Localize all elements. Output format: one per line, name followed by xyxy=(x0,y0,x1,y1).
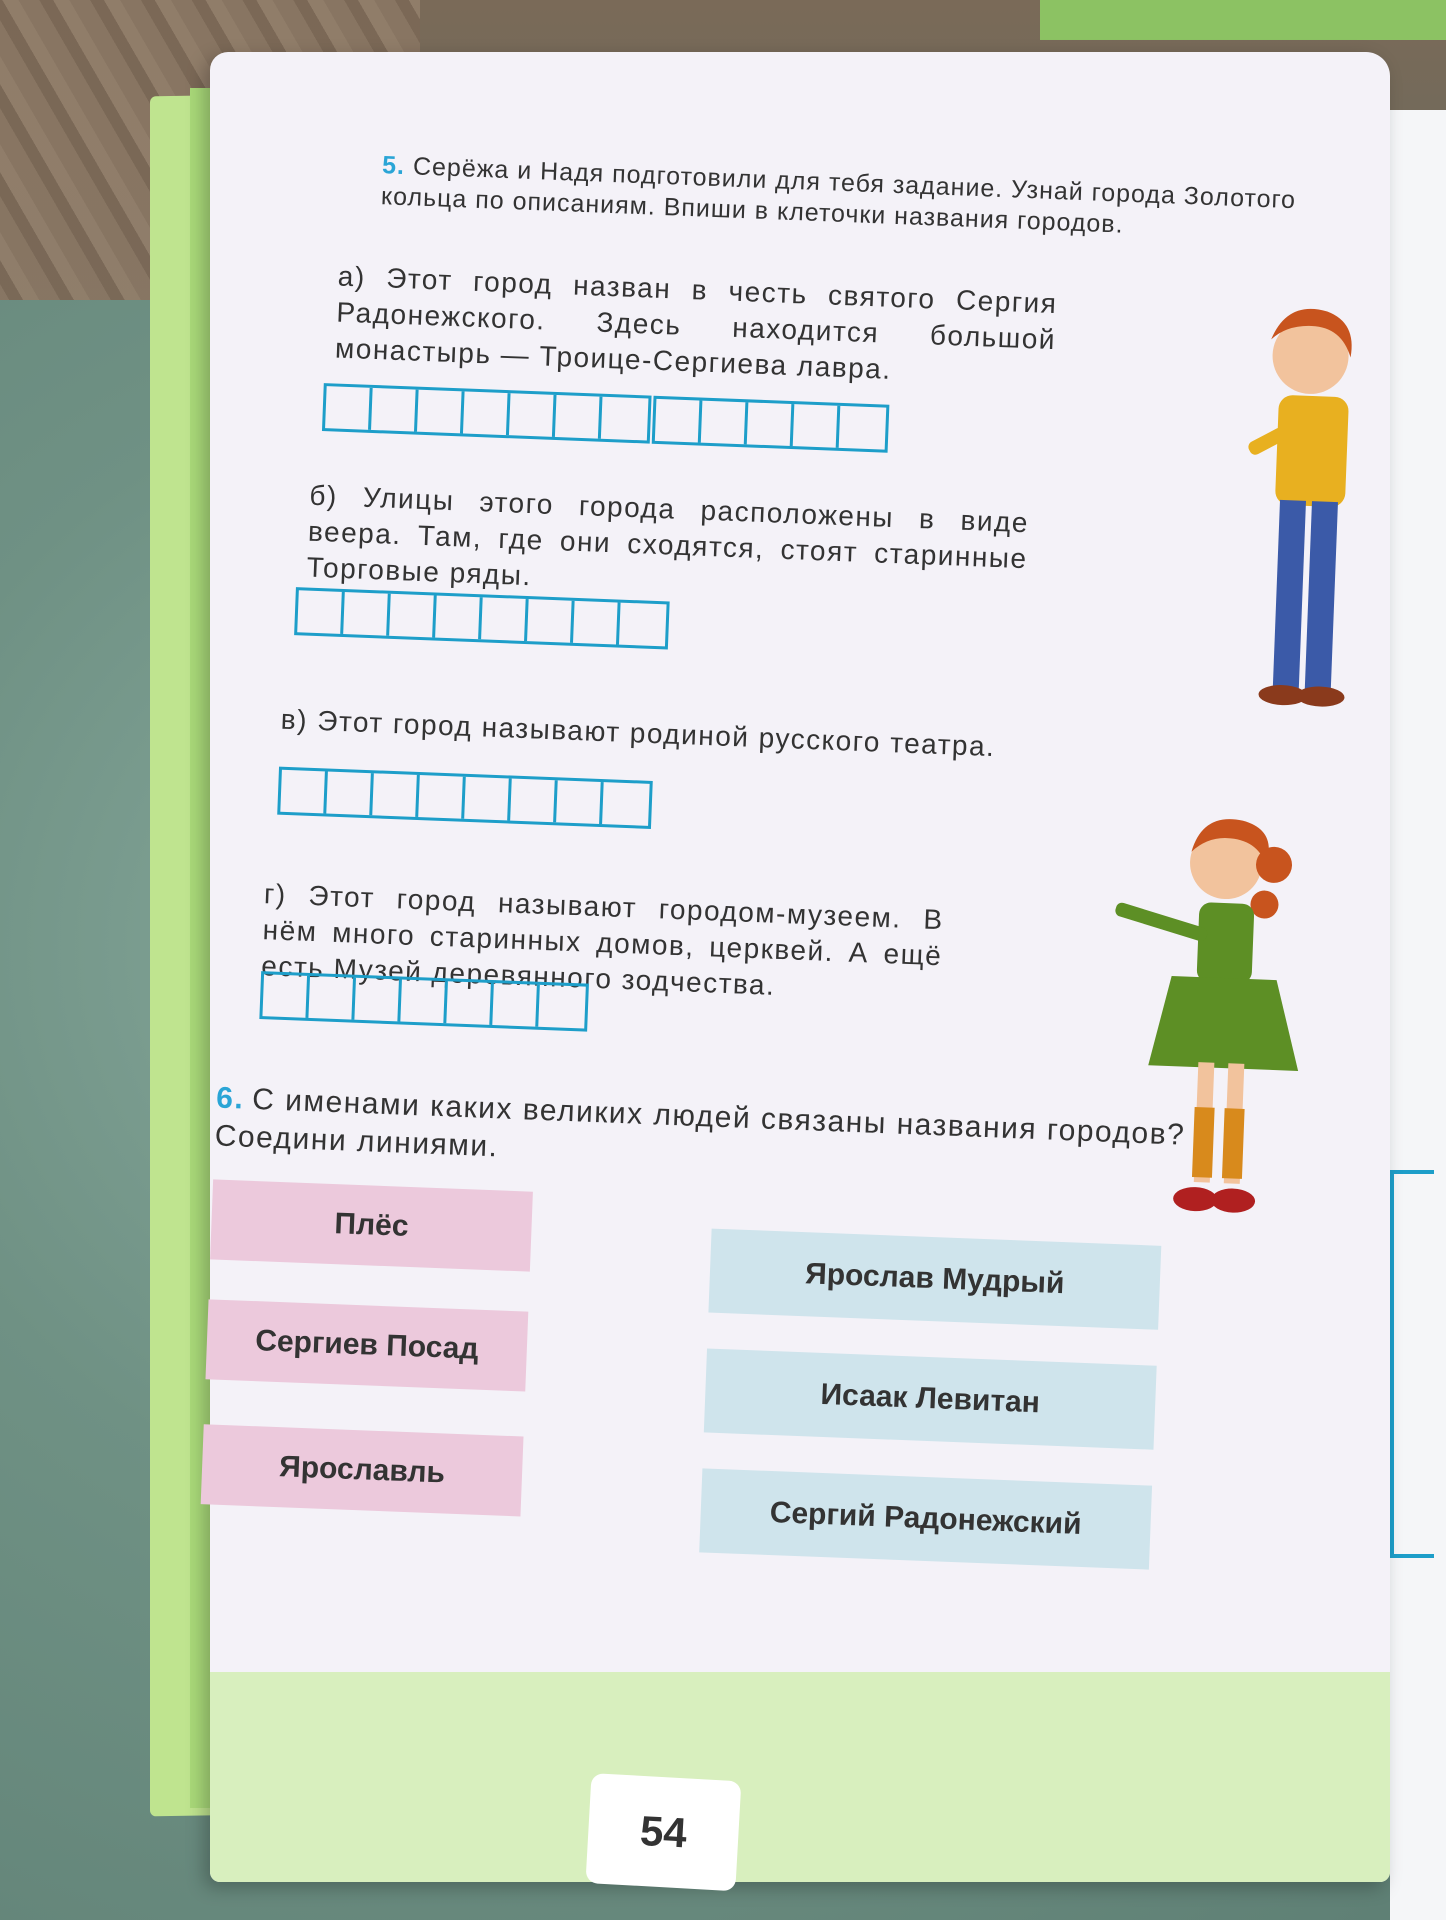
task5-a-text: а) Этот город назван в честь святого Сергия Радонежского. Здесь находится большой монастырь — Троице-Сергиева лавра. xyxy=(334,260,1058,385)
task6-number: 6. xyxy=(215,1081,245,1116)
answer-cell[interactable] xyxy=(400,980,448,1024)
answer-cell[interactable] xyxy=(555,395,603,439)
boy-illustration xyxy=(1232,293,1378,718)
answer-cell[interactable] xyxy=(839,406,887,450)
answer-cell[interactable] xyxy=(481,597,529,641)
task6-text: С именами каких великих людей связаны названия городов? Соедини линиями. xyxy=(214,1082,1186,1164)
answer-cell[interactable] xyxy=(262,974,310,1018)
answer-cell[interactable] xyxy=(343,592,391,636)
answer-cell[interactable] xyxy=(619,603,667,647)
answer-cell[interactable] xyxy=(510,779,558,823)
workbook-page xyxy=(210,52,1390,1882)
answer-cell[interactable] xyxy=(435,596,483,640)
city-box-yaroslavl[interactable]: Ярославль xyxy=(201,1424,524,1516)
task5-v-text: в) Этот город называют родиной русского театра. xyxy=(280,703,997,763)
answer-cells-a-word2[interactable] xyxy=(652,396,890,453)
task5-number: 5. xyxy=(381,151,406,181)
person-box-levitan[interactable]: Исаак Левитан xyxy=(704,1348,1157,1449)
answer-cell[interactable] xyxy=(655,399,703,443)
city-box-sergiev-posad[interactable]: Сергиев Посад xyxy=(205,1299,528,1391)
city-box-ples[interactable]: Плёс xyxy=(210,1179,533,1271)
answer-cell[interactable] xyxy=(389,594,437,638)
answer-cell[interactable] xyxy=(492,983,540,1027)
book-cover-edge xyxy=(1040,0,1446,40)
answer-cell[interactable] xyxy=(326,772,374,816)
task5-text: Серёжа и Надя подготовили для тебя задание. Узнай города Золотого кольца по описаниям. Впиши в клеточки названия городов. xyxy=(380,152,1297,239)
answer-cell[interactable] xyxy=(573,601,621,645)
answer-cell[interactable] xyxy=(601,397,649,441)
answer-cell[interactable] xyxy=(747,402,795,446)
answer-cell[interactable] xyxy=(325,386,373,430)
answer-cell[interactable] xyxy=(793,404,841,448)
answer-cell[interactable] xyxy=(463,391,511,435)
answer-cells-a-word1[interactable] xyxy=(322,383,652,444)
answer-cell[interactable] xyxy=(602,782,650,826)
answer-cell[interactable] xyxy=(701,401,749,445)
answer-cells-v[interactable] xyxy=(277,767,653,829)
answer-cell[interactable] xyxy=(372,773,420,817)
task5-g-text: г) Этот город называют городом-музеем. В нём много старинных домов, церквей. А ещё есть Музей деревянного зодчества. xyxy=(260,878,945,1001)
answer-cell[interactable] xyxy=(527,599,575,643)
page-content xyxy=(167,29,1416,1903)
right-page-frame xyxy=(1390,1170,1434,1558)
answer-cell[interactable] xyxy=(354,978,402,1022)
answer-cell[interactable] xyxy=(464,777,512,821)
answer-cell[interactable] xyxy=(417,390,465,434)
page-number: 54 xyxy=(585,1773,741,1891)
task5-b-text: б) Улицы этого города расположены в виде веера. Там, где они сходятся, стоят старинные Торговые ряды. xyxy=(306,479,1030,592)
answer-cell[interactable] xyxy=(308,976,356,1020)
task5-heading xyxy=(380,150,1332,248)
person-box-yaroslav[interactable]: Ярослав Мудрый xyxy=(708,1229,1161,1330)
answer-cell[interactable] xyxy=(509,393,557,437)
answer-cell[interactable] xyxy=(446,981,494,1025)
girl-illustration xyxy=(1092,803,1318,1231)
person-box-radonezhsky[interactable]: Сергий Радонежский xyxy=(699,1468,1152,1569)
task6-heading xyxy=(214,1079,1196,1193)
answer-cell[interactable] xyxy=(371,388,419,432)
answer-cell[interactable] xyxy=(297,590,345,634)
answer-cell[interactable] xyxy=(556,780,604,824)
answer-cell[interactable] xyxy=(418,775,466,819)
answer-cell[interactable] xyxy=(538,985,586,1029)
answer-cell[interactable] xyxy=(280,770,328,814)
